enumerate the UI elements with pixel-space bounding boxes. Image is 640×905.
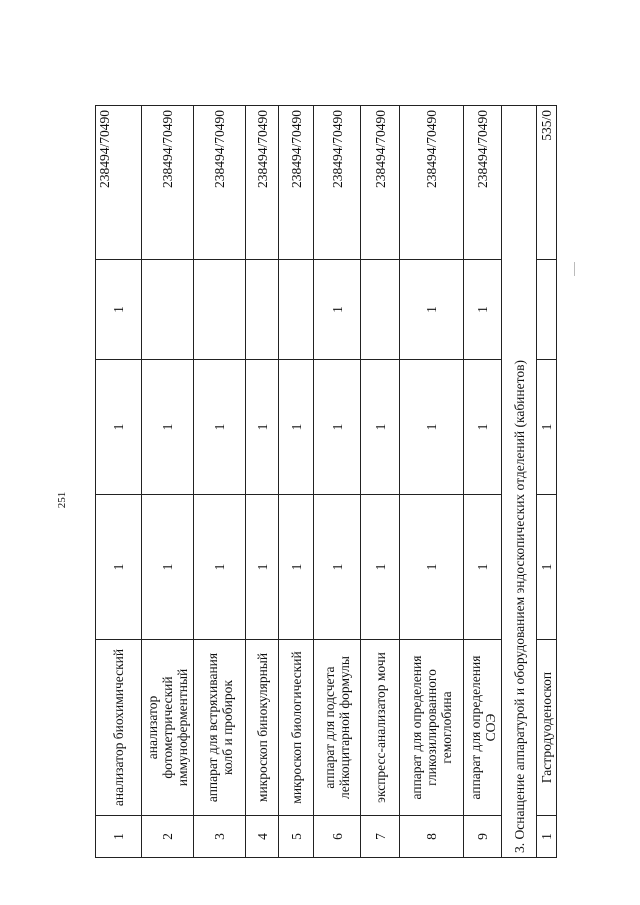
code-cell: 535/0 <box>537 106 557 260</box>
equipment-name: микроскоп биологический <box>279 640 314 816</box>
page-number: 251 <box>56 491 68 509</box>
section-title: 3. Оснащение аппаратурой и оборудованием эндоскопических отделений (кабинетов) <box>502 106 537 858</box>
equipment-name: аппарат для определения гликозилированного гемоглобина <box>400 640 464 816</box>
equipment-name: аппарат для определения СОЭ <box>464 640 502 816</box>
table-row <box>314 106 361 858</box>
quantity-cell: 1 <box>194 495 246 640</box>
quantity-cell: 1 <box>279 360 314 495</box>
row-number: 7 <box>361 816 400 858</box>
code-cell: 238494/70490 <box>142 106 194 260</box>
quantity-cell: 1 <box>194 360 246 495</box>
quantity-cell: 1 <box>361 495 400 640</box>
quantity-cell: 1 <box>314 360 361 495</box>
quantity-cell <box>537 260 557 360</box>
quantity-cell: 1 <box>96 495 142 640</box>
quantity-cell: 1 <box>96 360 142 495</box>
table-row <box>246 106 279 858</box>
code-cell: 238494/70490 <box>361 106 400 260</box>
row-number: 5 <box>279 816 314 858</box>
table-row <box>400 106 464 858</box>
quantity-cell: 1 <box>400 260 464 360</box>
equipment-name: анализатор биохимический <box>96 640 142 816</box>
row-number: 2 <box>142 816 194 858</box>
quantity-cell <box>279 260 314 360</box>
row-number: 1 <box>537 816 557 858</box>
section-header-row <box>502 106 537 858</box>
quantity-cell: 1 <box>537 360 557 495</box>
code-cell: 238494/70490 <box>400 106 464 260</box>
code-cell: 238494/70490 <box>464 106 502 260</box>
quantity-cell: 1 <box>314 260 361 360</box>
row-number: 8 <box>400 816 464 858</box>
equipment-name: микроскоп бинокулярный <box>246 640 279 816</box>
quantity-cell <box>361 260 400 360</box>
quantity-cell: 1 <box>537 495 557 640</box>
row-number: 3 <box>194 816 246 858</box>
table-row <box>279 106 314 858</box>
code-cell: 238494/70490 <box>246 106 279 260</box>
quantity-cell: 1 <box>246 360 279 495</box>
equipment-name: аппарат для встряхивания колб и пробирок <box>194 640 246 816</box>
table-row <box>96 106 142 858</box>
table-row <box>361 106 400 858</box>
quantity-cell <box>194 260 246 360</box>
scan-artifact <box>574 262 575 276</box>
equipment-name: Гастродуоденоскоп <box>537 640 557 816</box>
equipment-table <box>95 105 557 858</box>
row-number: 9 <box>464 816 502 858</box>
table-row <box>194 106 246 858</box>
quantity-cell: 1 <box>400 495 464 640</box>
row-number: 1 <box>96 816 142 858</box>
table-row <box>464 106 502 858</box>
row-number: 6 <box>314 816 361 858</box>
quantity-cell: 1 <box>96 260 142 360</box>
row-number: 4 <box>246 816 279 858</box>
quantity-cell <box>246 260 279 360</box>
quantity-cell: 1 <box>142 360 194 495</box>
quantity-cell: 1 <box>464 495 502 640</box>
code-cell: 238494/70490 <box>314 106 361 260</box>
rotated-table-wrapper <box>95 106 554 858</box>
quantity-cell: 1 <box>314 495 361 640</box>
code-cell: 238494/70490 <box>279 106 314 260</box>
quantity-cell: 1 <box>279 495 314 640</box>
quantity-cell: 1 <box>361 360 400 495</box>
table-row <box>142 106 194 858</box>
quantity-cell: 1 <box>464 260 502 360</box>
quantity-cell: 1 <box>400 360 464 495</box>
quantity-cell: 1 <box>464 360 502 495</box>
table-row <box>537 106 557 858</box>
equipment-name: экспресс-анализатор мочи <box>361 640 400 816</box>
quantity-cell: 1 <box>142 495 194 640</box>
equipment-name: анализатор фотометрический иммуноферментный <box>142 640 194 816</box>
code-cell: 238494/70490 <box>96 106 142 260</box>
code-cell: 238494/70490 <box>194 106 246 260</box>
equipment-name: аппарат для подсчета лейкоцитарной формулы <box>314 640 361 816</box>
quantity-cell: 1 <box>246 495 279 640</box>
quantity-cell <box>142 260 194 360</box>
